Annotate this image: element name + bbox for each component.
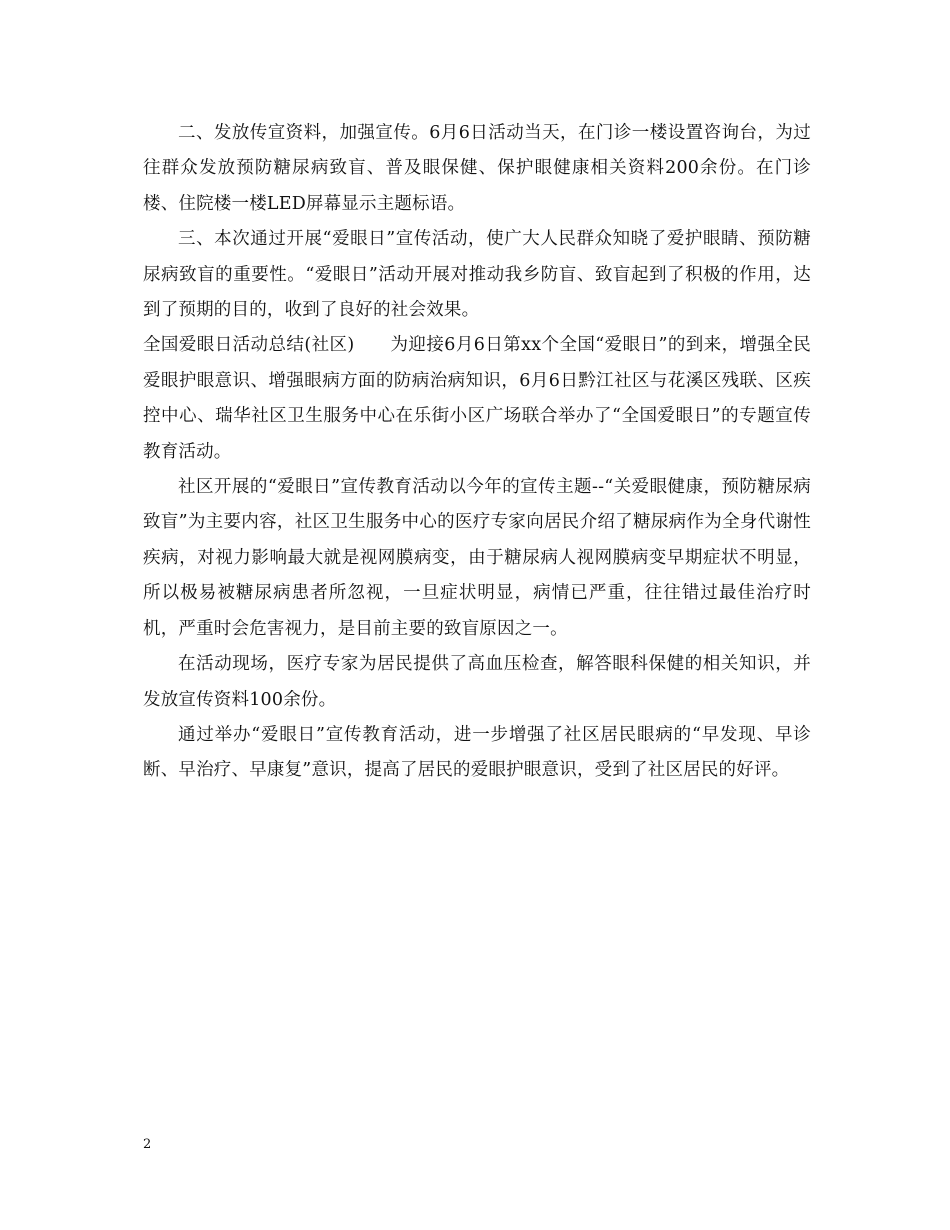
- paragraph-campaign-theme: 社区开展的“爱眼日”宣传教育活动以今年的宣传主题--“关爱眼健康，预防糖尿病致盲”为主要内容，社区卫生服务中心的医疗专家向居民介绍了糖尿病作为全身代谢性疾病，对视力影响最大就是视网膜病变，由于糖尿病人视网膜病变早期症状不明显，所以极易被糖尿病患者所忽视，一旦症状明显，病情已严重，往往错过最佳治疗时机，严重时会危害视力，是目前主要的致盲原因之一。: [143, 477, 811, 639]
- paragraph-onsite-checkup: 在活动现场，医疗专家为居民提供了高血压检查，解答眼科保健的相关知识，并发放宣传资料100余份。: [143, 654, 811, 710]
- page-number: 2: [143, 1137, 152, 1152]
- paragraph-conclusion: 通过举办“爱眼日”宣传教育活动，进一步增强了社区居民眼病的“早发现、早诊断、早治疗、早康复”意识，提高了居民的爱眼护眼意识，受到了社区居民的好评。: [143, 724, 811, 781]
- paragraph-community-summary: 全国爱眼日活动总结(社区) 为迎接6月6日第xx个全国“爱眼日”的到来，增强全民爱眼护眼意识、增强眼病方面的防病治病知识，6月6日黔江社区与花溪区残联、区疾控中心、瑞华社区卫生服务中心在乐街小区广场联合举办了“全国爱眼日”的专题宣传教育活动。: [143, 335, 811, 462]
- paragraph-distribute-materials: 二、发放传宣资料，加强宣传。6月6日活动当天，在门诊一楼设置咨询台，为过往群众发放预防糖尿病致盲、普及眼保健、保护眼健康相关资料200余份。在门诊楼、住院楼一楼LED屏幕显示主题标语。: [143, 123, 811, 214]
- paragraph-campaign-results: 三、本次通过开展“爱眼日”宣传活动，使广大人民群众知晓了爱护眼睛、预防糖尿病致盲的重要性。“爱眼日”活动开展对推动我乡防盲、致盲起到了积极的作用，达到了预期的目的，收到了良好的社会效果。: [143, 229, 811, 321]
- document-body: [143, 116, 811, 789]
